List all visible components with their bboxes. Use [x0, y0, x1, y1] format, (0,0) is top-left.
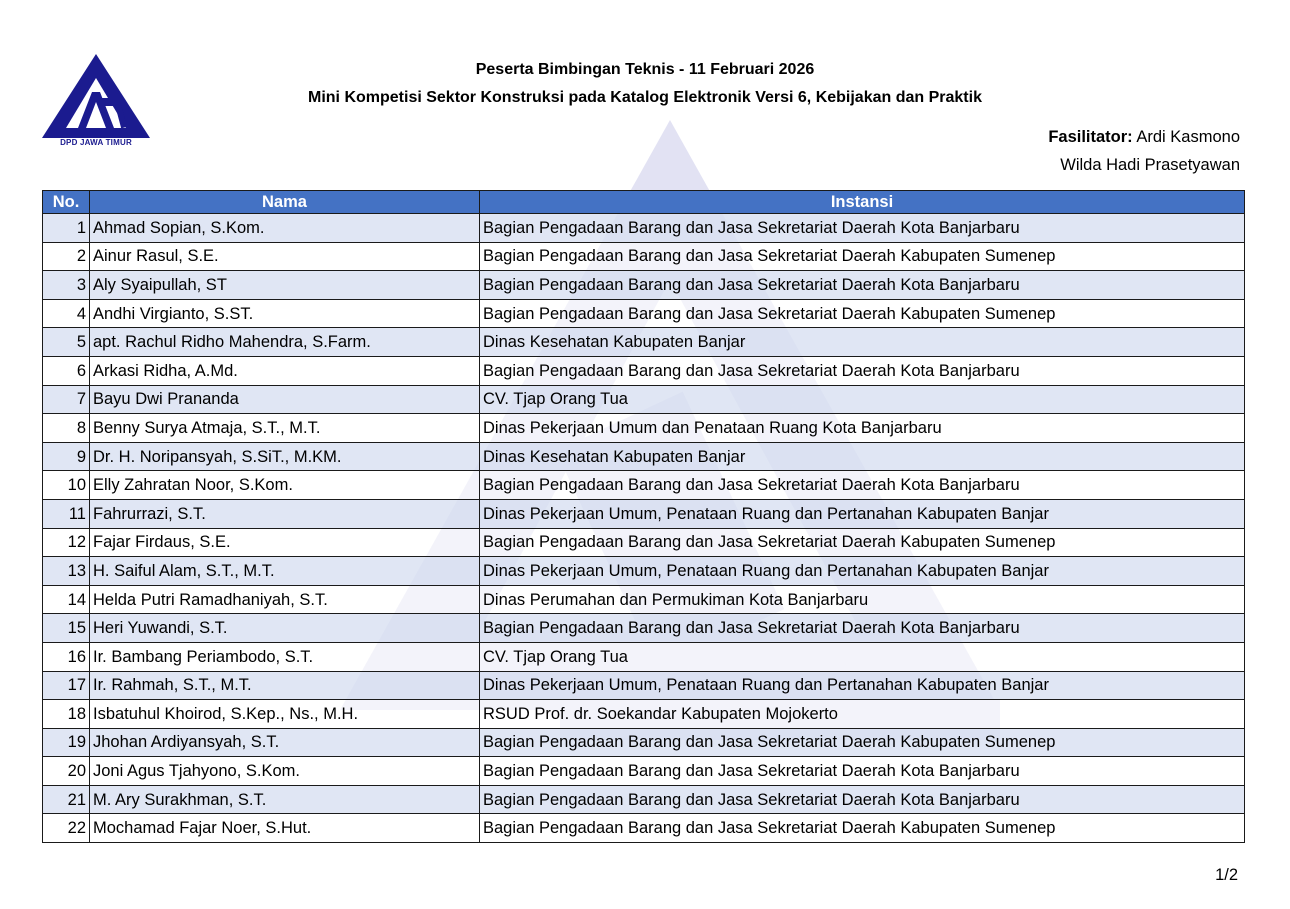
cell-instansi: Dinas Pekerjaan Umum dan Penataan Ruang Kota Banjarbaru [480, 414, 1245, 443]
table-row [43, 814, 1245, 843]
cell-nama: Joni Agus Tjahyono, S.Kom. [90, 757, 480, 786]
cell-nama: Dr. H. Noripansyah, S.SiT., M.KM. [90, 442, 480, 471]
table-row [43, 242, 1245, 271]
table-row [43, 414, 1245, 443]
column-header-instansi: Instansi [480, 191, 1245, 214]
facilitator-label: Fasilitator: [1048, 128, 1133, 146]
facilitator-line-2 [1060, 156, 1240, 175]
document-subtitle: Mini Kompetisi Sektor Konstruksi pada Katalog Elektronik Versi 6, Kebijakan dan Praktik [308, 89, 982, 106]
cell-instansi: Bagian Pengadaan Barang dan Jasa Sekretariat Daerah Kota Banjarbaru [480, 356, 1245, 385]
table-row [43, 271, 1245, 300]
facilitator-name-2: Wilda Hadi Prasetyawan [1060, 156, 1240, 174]
cell-nama: Aly Syaipullah, ST [90, 271, 480, 300]
cell-instansi: Dinas Pekerjaan Umum, Penataan Ruang dan Pertanahan Kabupaten Banjar [480, 557, 1245, 586]
cell-no: 13 [43, 557, 90, 586]
cell-instansi: Bagian Pengadaan Barang dan Jasa Sekretariat Daerah Kabupaten Sumenep [480, 242, 1245, 271]
cell-instansi: Bagian Pengadaan Barang dan Jasa Sekretariat Daerah Kabupaten Sumenep [480, 299, 1245, 328]
table-row [43, 785, 1245, 814]
cell-nama: Arkasi Ridha, A.Md. [90, 356, 480, 385]
cell-no: 14 [43, 585, 90, 614]
cell-no: 12 [43, 528, 90, 557]
cell-instansi: Bagian Pengadaan Barang dan Jasa Sekretariat Daerah Kota Banjarbaru [480, 271, 1245, 300]
cell-nama: Mochamad Fajar Noer, S.Hut. [90, 814, 480, 843]
table-row [43, 585, 1245, 614]
cell-instansi: CV. Tjap Orang Tua [480, 385, 1245, 414]
cell-no: 4 [43, 299, 90, 328]
cell-instansi: Bagian Pengadaan Barang dan Jasa Sekretariat Daerah Kota Banjarbaru [480, 757, 1245, 786]
table-row [43, 385, 1245, 414]
column-header-no: No. [43, 191, 90, 214]
cell-nama: Ahmad Sopian, S.Kom. [90, 214, 480, 243]
cell-no: 17 [43, 671, 90, 700]
cell-instansi: Bagian Pengadaan Barang dan Jasa Sekretariat Daerah Kota Banjarbaru [480, 214, 1245, 243]
table-row [43, 614, 1245, 643]
table-header-row [43, 191, 1245, 214]
table-row [43, 299, 1245, 328]
table-row [43, 557, 1245, 586]
cell-instansi: Bagian Pengadaan Barang dan Jasa Sekretariat Daerah Kota Banjarbaru [480, 785, 1245, 814]
cell-nama: Heri Yuwandi, S.T. [90, 614, 480, 643]
cell-nama: Bayu Dwi Prananda [90, 385, 480, 414]
table-body [43, 214, 1245, 843]
table-row [43, 356, 1245, 385]
cell-no: 11 [43, 499, 90, 528]
table-row [43, 328, 1245, 357]
cell-no: 20 [43, 757, 90, 786]
table-row [43, 671, 1245, 700]
cell-nama: H. Saiful Alam, S.T., M.T. [90, 557, 480, 586]
cell-no: 19 [43, 728, 90, 757]
cell-no: 7 [43, 385, 90, 414]
table-row [43, 442, 1245, 471]
cell-nama: Benny Surya Atmaja, S.T., M.T. [90, 414, 480, 443]
table-row [43, 642, 1245, 671]
cell-instansi: Bagian Pengadaan Barang dan Jasa Sekretariat Daerah Kabupaten Sumenep [480, 814, 1245, 843]
cell-no: 22 [43, 814, 90, 843]
cell-instansi: Bagian Pengadaan Barang dan Jasa Sekretariat Daerah Kabupaten Sumenep [480, 528, 1245, 557]
cell-instansi: Dinas Kesehatan Kabupaten Banjar [480, 442, 1245, 471]
cell-instansi: RSUD Prof. dr. Soekandar Kabupaten Mojokerto [480, 700, 1245, 729]
table-row [43, 700, 1245, 729]
cell-instansi: Bagian Pengadaan Barang dan Jasa Sekretariat Daerah Kabupaten Sumenep [480, 728, 1245, 757]
cell-instansi: Dinas Perumahan dan Permukiman Kota Banjarbaru [480, 585, 1245, 614]
table-row [43, 528, 1245, 557]
facilitator-name-1: Ardi Kasmono [1136, 128, 1240, 146]
cell-nama: M. Ary Surakhman, S.T. [90, 785, 480, 814]
cell-nama: Ainur Rasul, S.E. [90, 242, 480, 271]
logo-caption: DPD JAWA TIMUR [60, 138, 132, 147]
cell-no: 8 [43, 414, 90, 443]
cell-instansi: Dinas Kesehatan Kabupaten Banjar [480, 328, 1245, 357]
page-number: 1/2 [1215, 866, 1238, 884]
cell-no: 5 [43, 328, 90, 357]
table-row [43, 214, 1245, 243]
cell-instansi: Dinas Pekerjaan Umum, Penataan Ruang dan Pertanahan Kabupaten Banjar [480, 499, 1245, 528]
cell-instansi: CV. Tjap Orang Tua [480, 642, 1245, 671]
cell-no: 2 [43, 242, 90, 271]
cell-no: 18 [43, 700, 90, 729]
cell-no: 15 [43, 614, 90, 643]
participants-table [42, 190, 1245, 843]
table-row [43, 757, 1245, 786]
cell-no: 3 [43, 271, 90, 300]
cell-no: 16 [43, 642, 90, 671]
column-header-nama: Nama [90, 191, 480, 214]
table-row [43, 471, 1245, 500]
cell-no: 21 [43, 785, 90, 814]
cell-instansi: Bagian Pengadaan Barang dan Jasa Sekretariat Daerah Kota Banjarbaru [480, 471, 1245, 500]
cell-nama: Elly Zahratan Noor, S.Kom. [90, 471, 480, 500]
cell-nama: Helda Putri Ramadhaniyah, S.T. [90, 585, 480, 614]
document-title: Peserta Bimbingan Teknis - 11 Februari 2026 [475, 61, 815, 78]
table-row [43, 728, 1245, 757]
cell-nama: Andhi Virgianto, S.ST. [90, 299, 480, 328]
cell-nama: Isbatuhul Khoirod, S.Kep., Ns., M.H. [90, 700, 480, 729]
cell-nama: Ir. Rahmah, S.T., M.T. [90, 671, 480, 700]
cell-no: 6 [43, 356, 90, 385]
facilitator-line-1 [1048, 128, 1240, 147]
cell-instansi: Dinas Pekerjaan Umum, Penataan Ruang dan Pertanahan Kabupaten Banjar [480, 671, 1245, 700]
cell-no: 10 [43, 471, 90, 500]
cell-nama: Fajar Firdaus, S.E. [90, 528, 480, 557]
cell-nama: Fahrurrazi, S.T. [90, 499, 480, 528]
cell-nama: apt. Rachul Ridho Mahendra, S.Farm. [90, 328, 480, 357]
table-row [43, 499, 1245, 528]
cell-instansi: Bagian Pengadaan Barang dan Jasa Sekretariat Daerah Kota Banjarbaru [480, 614, 1245, 643]
cell-no: 9 [43, 442, 90, 471]
cell-no: 1 [43, 214, 90, 243]
cell-nama: Ir. Bambang Periambodo, S.T. [90, 642, 480, 671]
cell-nama: Jhohan Ardiyansyah, S.T. [90, 728, 480, 757]
